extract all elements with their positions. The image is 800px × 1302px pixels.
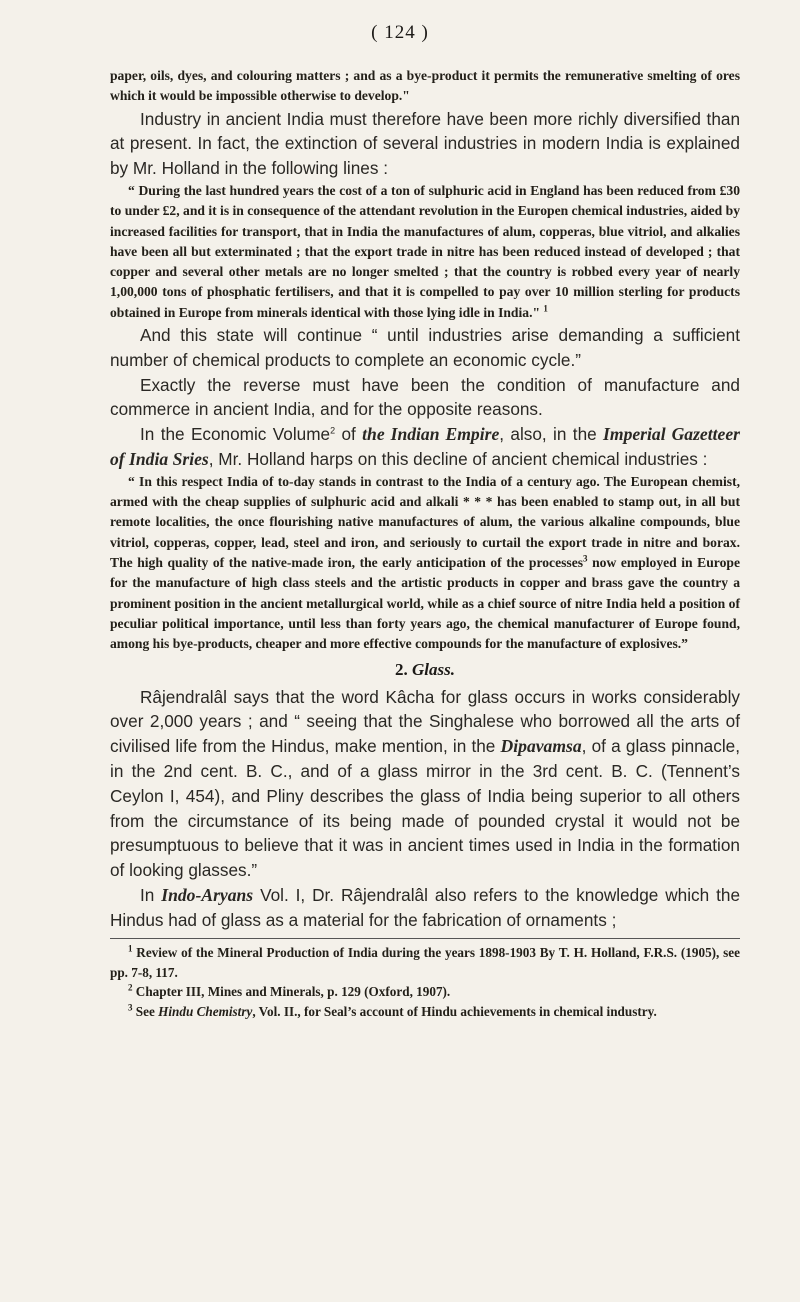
paragraph-9 <box>110 883 740 933</box>
paragraph-8 <box>110 685 740 883</box>
footnote-3 <box>110 1002 740 1022</box>
page-number: ( 124 ) <box>371 22 429 43</box>
section-heading-glass <box>110 657 740 683</box>
paragraph-5: Exactly the reverse must have been the condition of manufacture and commerce in ancient India, and for the opposite reasons. <box>110 374 740 420</box>
paragraph-6 <box>110 422 740 472</box>
footnote-2-text: Chapter III, Mines and Minerals, p. 129 (Oxford, 1907). <box>132 984 451 1000</box>
footnote-2 <box>110 982 740 1002</box>
footnote-ref-1: 1 <box>543 303 548 314</box>
p7-text-a: “ In this respect India of to-day stands in contrast to the India of a century ago. The European chemist, armed with the cheap supplies of sulphuric acid and alkali * * * has been enabled to stamp out, in all but remote localities, the once flourishing native manufactures of alum, the various alkaline compounds, blue vitriol, copperas, copper, lead, steel and iron, and seriously to curtail the export trade in nitre and borax. The high quality of the native-made iron, the early anticipation of the processes <box>110 473 740 571</box>
paragraph-2: Industry in ancient India must therefore have been more richly diversified than at present. In fact, the extinction of several industries in modern India is explained by Mr. Holland in the following lines : <box>110 108 740 179</box>
footnote-divider <box>110 938 740 939</box>
footnote-1-text: Review of the Mineral Production of India during the years 1898-1903 By T. H. Holland, F.R.S. (1905), see pp. 7-8, 117. <box>110 945 740 980</box>
footnote-3-text-b: , Vol. II., for Seal’s account of Hindu achievements in chemical industry. <box>252 1003 657 1019</box>
p8-italic-dipavamsa: Dipavamsa <box>500 736 582 757</box>
p9-text-b: Vol. I, Dr. Râjendralâl also refers to the knowledge which the Hindus had of glass as a material for the fabrication of ornaments ; <box>110 884 741 930</box>
p6-italic-imperial-gazetteer: Imperial Gazetteer of India Sries <box>110 424 740 470</box>
page-content <box>110 66 740 1021</box>
p6-text-c: , also, in the <box>499 424 604 445</box>
p8-text-a: Râjendralâl says that the word Kâcha for glass occurs in works considerably over 2,000 years ; and “ seeing that the Singhalese who borrowed all the arts of civilised life from the Hindus, make mention, in the <box>110 686 740 757</box>
footnote-3-italic: Hindu Chemistry <box>158 1003 253 1019</box>
footnote-3-text-a: See <box>132 1003 159 1019</box>
heading-title: Glass. <box>412 659 455 679</box>
p6-text-b: of <box>335 424 363 445</box>
paragraph-1: paper, oils, dyes, and colouring matters ; and as a bye-product it permits the remunerative smelting of ores which it would be impossible otherwise to develop." <box>110 68 740 104</box>
p6-text-d: , Mr. Holland harps on this decline of ancient chemical industries : <box>208 449 708 470</box>
footnote-ref-2: 2 <box>330 425 336 436</box>
heading-number: 2. <box>395 659 408 679</box>
holland-quote-1 <box>110 181 740 323</box>
footnote-3-mark: 3 <box>128 1002 133 1013</box>
paragraph-4: And this state will continue “ until industries arise demanding a sufficient number of chemical products to complete an economic cycle.” <box>110 325 740 370</box>
p9-text-a: In <box>140 884 162 905</box>
p9-italic-indo-aryans: Indo-Aryans <box>161 884 254 905</box>
footnote-2-mark: 2 <box>128 983 133 994</box>
p6-text-a: In the Economic Volume <box>140 424 331 445</box>
holland-quote-2 <box>110 472 740 655</box>
p8-text-b: , of a glass pinnacle, in the 2nd cent. B. C., and of a glass mirror in the 3rd cent. B. C. (Tennent’s Ceylon I, 454), and Pliny describes the glass of India being superior to all others from the circumstance of its being made of pounded crystal it would not be presumptuous to believe that it was in ancient times used in India in the formation of looking glasses.” <box>110 736 740 881</box>
footnote-ref-3: 3 <box>583 553 588 564</box>
p6-italic-indian-empire: the Indian Empire <box>362 424 500 445</box>
holland-quote-1-text: “ During the last hundred years the cost of a ton of sulphuric acid in England has been reduced from £30 to under £2, and it is in consequence of the attendant revolution in the Europen chemical industries, aided by increased facilities for transport, that in India the manufactures of alum, copperas, blue vitriol, and alkalies have been all but exterminated ; that the export trade in nitre has been reduced instead of developed ; that copper and several other metals are no longer smelted ; that the country is robbed every year of nearly 1,00,000 tons of phosphatic fertilisers, and that it is compelled to pay over 10 million sterling for products obtained in Europe from minerals identical with those lying idle in India." <box>110 182 740 320</box>
footnote-1 <box>110 943 740 982</box>
footnote-1-mark: 1 <box>128 944 133 955</box>
p7-text-b: now employed in Europe for the manufacture of high class steels and the artistic products in copper and brass gave the country a prominent position in the ancient metallurgical world, while as a chief source of nitre India held a position of peculiar political importance, until less than forty years ago, the chemical manufacturer of Europe found, among his bye-products, cheaper and more effective compounds for the manufacture of explosives.” <box>110 555 740 652</box>
